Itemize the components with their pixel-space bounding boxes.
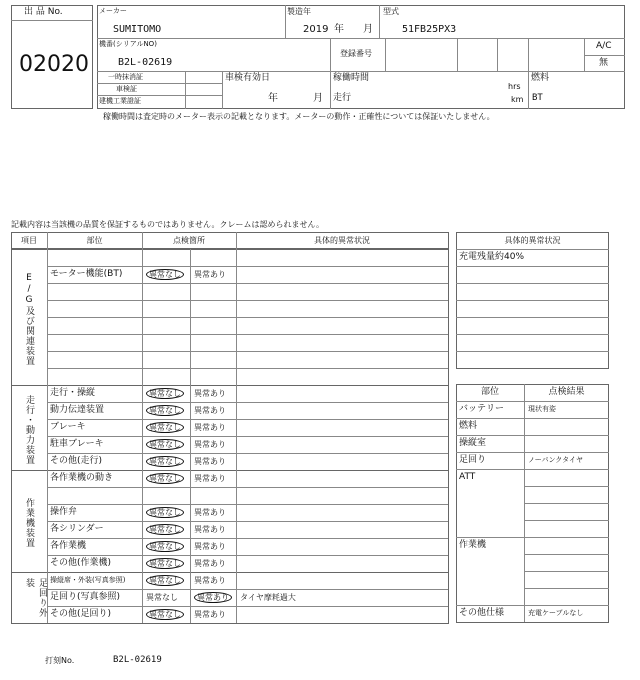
month-unit: 月 bbox=[363, 24, 373, 35]
selected-circle: 異常なし bbox=[146, 609, 184, 620]
part-label: その他(足回り) bbox=[50, 609, 112, 619]
row-divider bbox=[47, 351, 448, 352]
row-divider bbox=[47, 436, 448, 437]
serial-value: B2L-02619 bbox=[118, 57, 173, 68]
result-value: ノーパンクタイヤ bbox=[528, 456, 584, 464]
travel-unit: km bbox=[511, 95, 524, 104]
divider bbox=[236, 572, 237, 623]
group-label: 走行・動力装置 bbox=[24, 394, 34, 465]
part-label: 足回り(写真参照) bbox=[50, 592, 121, 602]
part-label: 各作業機の動き bbox=[50, 473, 114, 483]
row-divider bbox=[47, 368, 448, 369]
check-ng: 異常あり bbox=[194, 440, 226, 449]
lot-number: 02020 bbox=[19, 52, 89, 77]
row-divider bbox=[47, 453, 448, 454]
selected-circle: 異常なし bbox=[146, 439, 184, 450]
row-divider bbox=[47, 283, 448, 284]
check-ok bbox=[146, 555, 184, 572]
check-ng bbox=[194, 589, 232, 606]
divider bbox=[142, 385, 143, 470]
inspection-month-unit: 月 bbox=[313, 93, 323, 104]
sub-divider bbox=[524, 571, 609, 572]
check-ok bbox=[146, 385, 184, 402]
divider bbox=[47, 572, 48, 623]
row-divider bbox=[47, 419, 448, 420]
result-part: 操縦室 bbox=[459, 438, 487, 448]
check-ng: 異常あり bbox=[194, 406, 226, 415]
check-ok bbox=[146, 419, 184, 436]
result-part: 足回り bbox=[459, 455, 487, 465]
sub-divider bbox=[524, 554, 609, 555]
check-ok bbox=[146, 402, 184, 419]
travel-label: 走行 bbox=[333, 93, 352, 103]
divider bbox=[142, 232, 143, 249]
row-divider bbox=[456, 351, 609, 352]
divider bbox=[236, 385, 237, 470]
row-divider bbox=[456, 334, 609, 335]
header-0: 項目 bbox=[21, 236, 37, 245]
part-label: 各作業機 bbox=[50, 541, 87, 551]
note-row: 充電残量約40% bbox=[459, 252, 525, 262]
selected-circle: 異常なし bbox=[146, 405, 184, 416]
check-ng: 異常あり bbox=[194, 457, 226, 466]
row-divider bbox=[47, 317, 448, 318]
check-ng: 異常あり bbox=[194, 525, 226, 534]
model-value: 51FB25PX3 bbox=[402, 24, 457, 35]
maker-label: メーカー bbox=[99, 7, 127, 15]
divider bbox=[47, 385, 48, 470]
header-3: 具体的異常状況 bbox=[314, 236, 370, 245]
divider bbox=[190, 385, 191, 470]
result-value: 現状有姿 bbox=[528, 405, 556, 413]
check-ok bbox=[146, 453, 184, 470]
hours-unit: hrs bbox=[508, 82, 521, 91]
stamp-value: B2L-02619 bbox=[113, 655, 162, 665]
row-divider bbox=[456, 317, 609, 318]
check-ok bbox=[146, 470, 184, 487]
maker-value: SUMITOMO bbox=[113, 24, 162, 35]
row-divider bbox=[456, 283, 609, 284]
hours-label: 稼働時間 bbox=[333, 73, 370, 83]
notes-header: 具体的異常状況 bbox=[504, 236, 561, 245]
part-label: 駐車ブレーキ bbox=[50, 439, 104, 449]
check-ok bbox=[146, 504, 184, 521]
fuel-label: 燃料 bbox=[531, 73, 550, 83]
divider bbox=[236, 232, 237, 249]
check-ng: 異常あり bbox=[194, 389, 226, 398]
check-ng: 異常あり bbox=[194, 474, 226, 483]
permit-construction-cert: 建機工業證証 bbox=[99, 97, 141, 105]
divider bbox=[190, 572, 191, 623]
selected-circle: 異常なし bbox=[146, 558, 184, 569]
check-ng: 異常あり bbox=[194, 542, 226, 551]
selected-circle: 異常なし bbox=[146, 269, 184, 280]
row-divider bbox=[47, 504, 448, 505]
check-ok bbox=[146, 266, 184, 283]
disclaimer: 記載内容は当該機の品質を保証するものではありません。クレームは認められません。 bbox=[11, 220, 324, 229]
selected-circle: 異常なし bbox=[146, 575, 184, 586]
result-part: その他仕様 bbox=[459, 608, 505, 618]
check-ok bbox=[146, 521, 184, 538]
results-header-result: 点検結果 bbox=[548, 387, 585, 397]
year-label: 製造年 bbox=[287, 7, 311, 16]
check-ok bbox=[146, 572, 184, 589]
part-label: 各シリンダー bbox=[50, 524, 104, 534]
inspection-date-label: 車検有効日 bbox=[225, 73, 271, 83]
year-unit: 年 bbox=[334, 24, 344, 35]
stamp-label: 打刻No. bbox=[45, 656, 75, 665]
results-header-part: 部位 bbox=[480, 387, 499, 397]
row-divider bbox=[456, 418, 609, 419]
divider bbox=[47, 232, 48, 249]
check-ok: 異常なし bbox=[146, 593, 178, 602]
check-ok bbox=[146, 538, 184, 555]
row-divider bbox=[47, 402, 448, 403]
fuel-value: BT bbox=[532, 93, 543, 103]
selected-circle: 異常なし bbox=[146, 473, 184, 484]
check-ng: 異常あり bbox=[194, 559, 226, 568]
group-label: 足回り外装 bbox=[24, 578, 47, 618]
lot-label: 出 品 No. bbox=[24, 7, 63, 17]
check-ng: 異常あり bbox=[194, 576, 226, 585]
result-part: 作業機 bbox=[459, 540, 487, 550]
selected-circle: 異常なし bbox=[146, 541, 184, 552]
part-label: 走行・操縦 bbox=[50, 388, 96, 398]
check-ok bbox=[146, 436, 184, 453]
sub-divider bbox=[524, 520, 609, 521]
check-ng: 異常あり bbox=[194, 610, 226, 619]
part-label: モーター機能(BT) bbox=[50, 269, 123, 279]
row-divider bbox=[456, 469, 609, 470]
selected-circle: 異常なし bbox=[146, 507, 184, 518]
check-ng: 異常あり bbox=[194, 270, 226, 279]
result-value: 充電ケーブルなし bbox=[528, 609, 584, 617]
permit-temp-cancel: 一時抹消証 bbox=[108, 73, 143, 81]
row-divider bbox=[47, 300, 448, 301]
result-part: バッテリー bbox=[459, 404, 505, 414]
check-ok bbox=[146, 606, 184, 623]
registration-label: 登録番号 bbox=[340, 49, 372, 58]
abnormal-note: タイヤ摩耗過大 bbox=[240, 593, 296, 602]
group-label: 作業機装置 bbox=[24, 498, 34, 548]
selected-circle: 異常なし bbox=[146, 422, 184, 433]
row-divider bbox=[47, 521, 448, 522]
sub-divider bbox=[524, 503, 609, 504]
inspection-year-unit: 年 bbox=[268, 93, 278, 104]
permit-inspection-cert: 車検証 bbox=[116, 85, 137, 93]
row-divider bbox=[47, 334, 448, 335]
row-divider bbox=[456, 266, 609, 267]
check-ng: 異常あり bbox=[194, 508, 226, 517]
row-divider bbox=[47, 487, 448, 488]
check-ng: 異常あり bbox=[194, 423, 226, 432]
divider bbox=[142, 572, 143, 623]
selected-circle: 異常なし bbox=[146, 456, 184, 467]
sub-divider bbox=[524, 588, 609, 589]
part-label: 動力伝達装置 bbox=[50, 405, 105, 415]
meter-notice: 稼働時間は査定時のメーター表示の記載となります。メーターの動作・正確性については保証いたしません。 bbox=[103, 112, 495, 121]
part-label: その他(作業機) bbox=[50, 558, 112, 568]
year-value: 2019 bbox=[303, 24, 329, 35]
part-label: 操縦席・外装(写真参照) bbox=[50, 576, 126, 584]
result-part: ATT bbox=[459, 472, 476, 482]
ac-label: A/C bbox=[596, 41, 612, 51]
part-label: 操作弁 bbox=[50, 507, 78, 517]
part-label: ブレーキ bbox=[50, 422, 86, 432]
model-label: 型式 bbox=[383, 7, 399, 16]
selected-circle: 異常なし bbox=[146, 524, 184, 535]
selected-circle: 異常なし bbox=[146, 388, 184, 399]
result-part: 燃料 bbox=[459, 421, 478, 431]
serial-label: 機番(シリアルNO) bbox=[99, 40, 157, 48]
selected-circle: 異常あり bbox=[194, 592, 232, 603]
part-label: その他(走行) bbox=[50, 456, 103, 466]
row-divider bbox=[47, 538, 448, 539]
group-label: E/G及び関連装置 bbox=[24, 272, 34, 366]
header-2: 点検箇所 bbox=[173, 236, 205, 245]
ac-value: 無 bbox=[599, 58, 609, 68]
row-divider bbox=[456, 300, 609, 301]
sub-divider bbox=[524, 486, 609, 487]
header-1: 部位 bbox=[86, 236, 103, 245]
